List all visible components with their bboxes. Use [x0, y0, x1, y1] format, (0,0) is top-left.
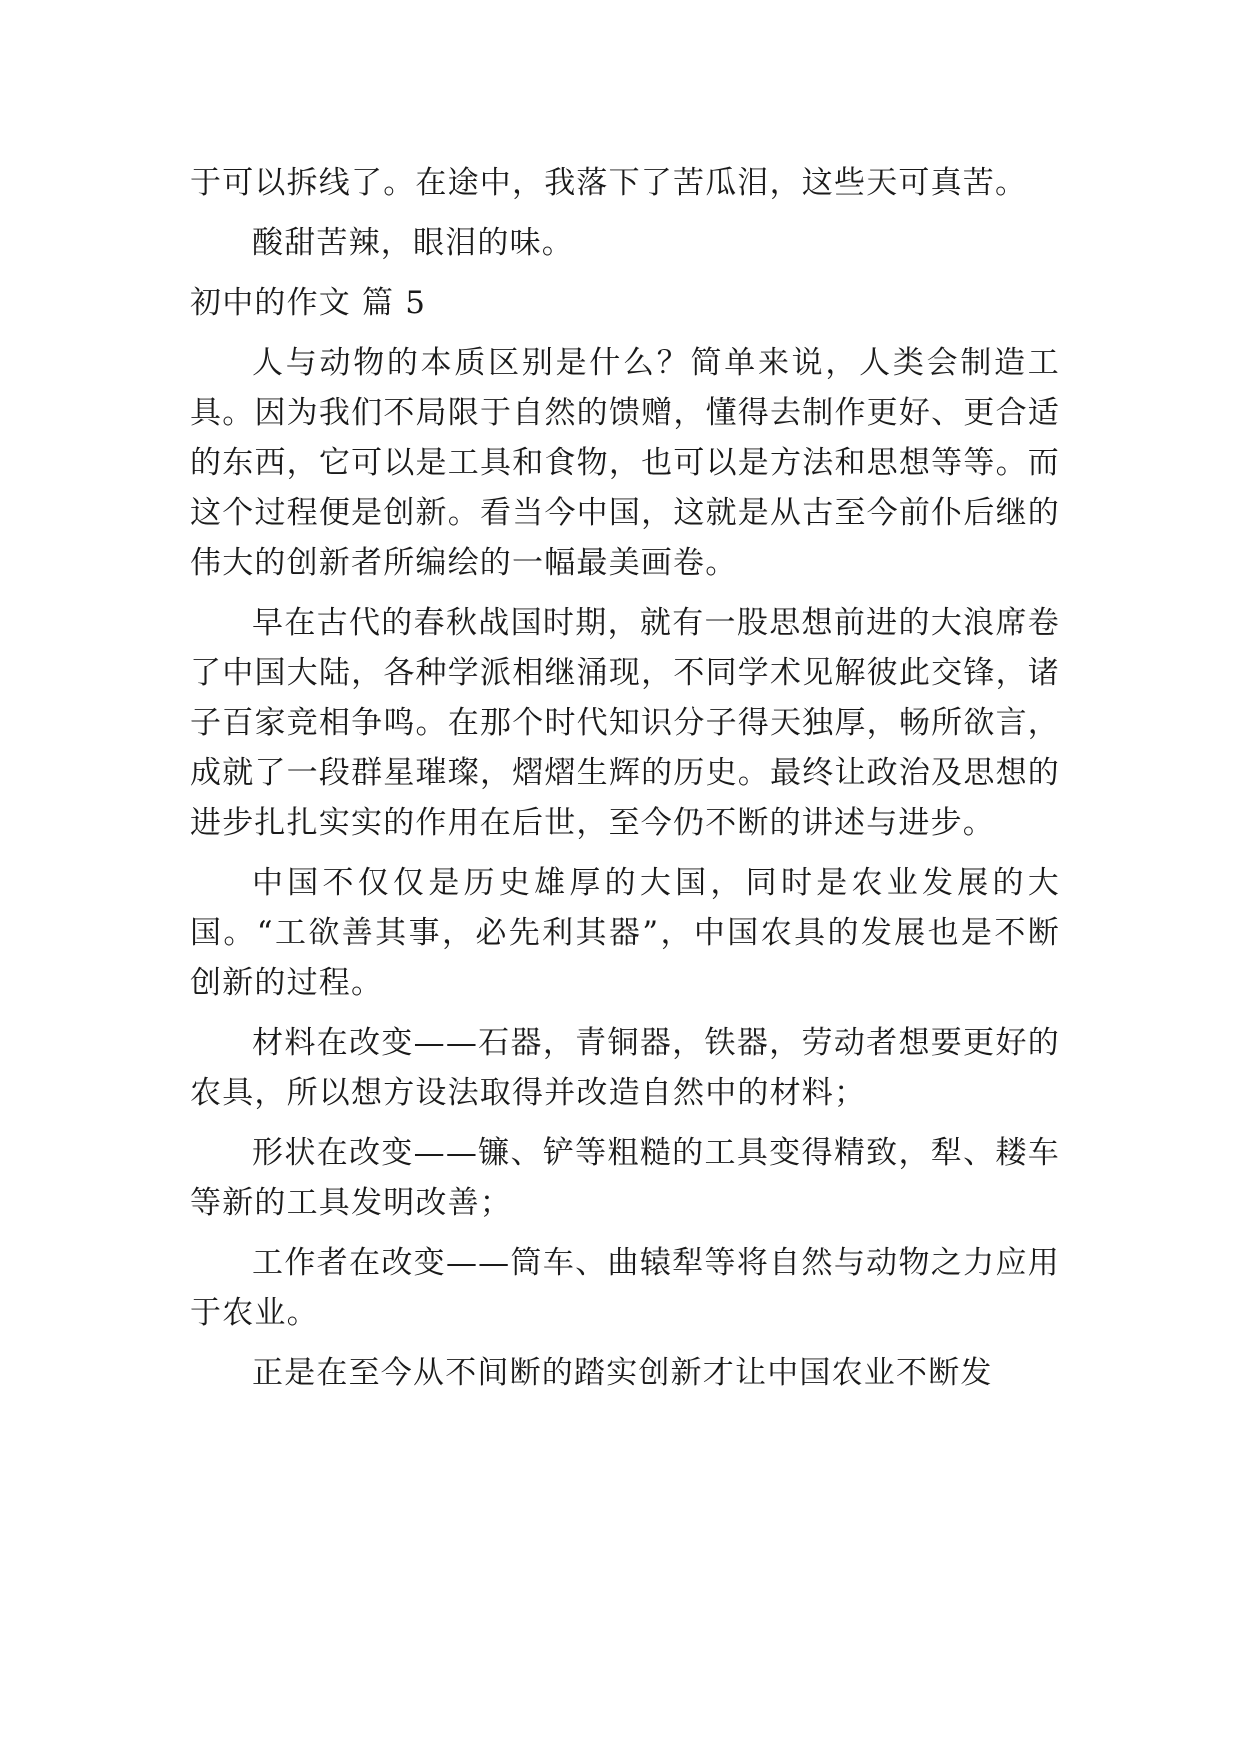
section-heading: 初中的作文 篇 5: [190, 285, 427, 321]
paragraph-shapes: 形状在改变——镰、铲等粗糙的工具变得精致，犁、耧车等新的工具发明改善；: [190, 1135, 1060, 1221]
paragraph-conclusion: 正是在至今从不间断的踏实创新才让中国农业不断发: [252, 1355, 993, 1391]
paragraph-agriculture: 中国不仅仅是历史雄厚的大国，同时是农业发展的大国。“工欲善其事，必先利其器”，中国农具的发展也是不断创新的过程。: [190, 865, 1060, 1001]
paragraph-workers: 工作者在改变——筒车、曲辕犁等将自然与动物之力应用于农业。: [190, 1245, 1060, 1331]
paragraph-closing-line: 酸甜苦辣，眼泪的味。: [252, 225, 574, 261]
document-body: [190, 158, 1060, 1408]
paragraph-materials: 材料在改变——石器，青铜器，铁器，劳动者想要更好的农具，所以想方设法取得并改造自然中的材料；: [190, 1025, 1060, 1111]
paragraph-ancient-history: 早在古代的春秋战国时期，就有一股思想前进的大浪席卷了中国大陆，各种学派相继涌现，不同学术见解彼此交锋，诸子百家竞相争鸣。在那个时代知识分子得天独厚，畅所欲言，成就了一段群星璀璨，熠熠生辉的历史。最终让政治及思想的进步扎扎实实的作用在后世，至今仍不断的讲述与进步。: [190, 605, 1060, 841]
paragraph-continuation: 于可以拆线了。在途中，我落下了苦瓜泪，这些天可真苦。: [190, 165, 1028, 201]
paragraph-intro: 人与动物的本质区别是什么？简单来说，人类会制造工具。因为我们不局限于自然的馈赠，懂得去制作更好、更合适的东西，它可以是工具和食物，也可以是方法和思想等等。而这个过程便是创新。看当今中国，这就是从古至今前仆后继的伟大的创新者所编绘的一幅最美画卷。: [190, 345, 1060, 581]
